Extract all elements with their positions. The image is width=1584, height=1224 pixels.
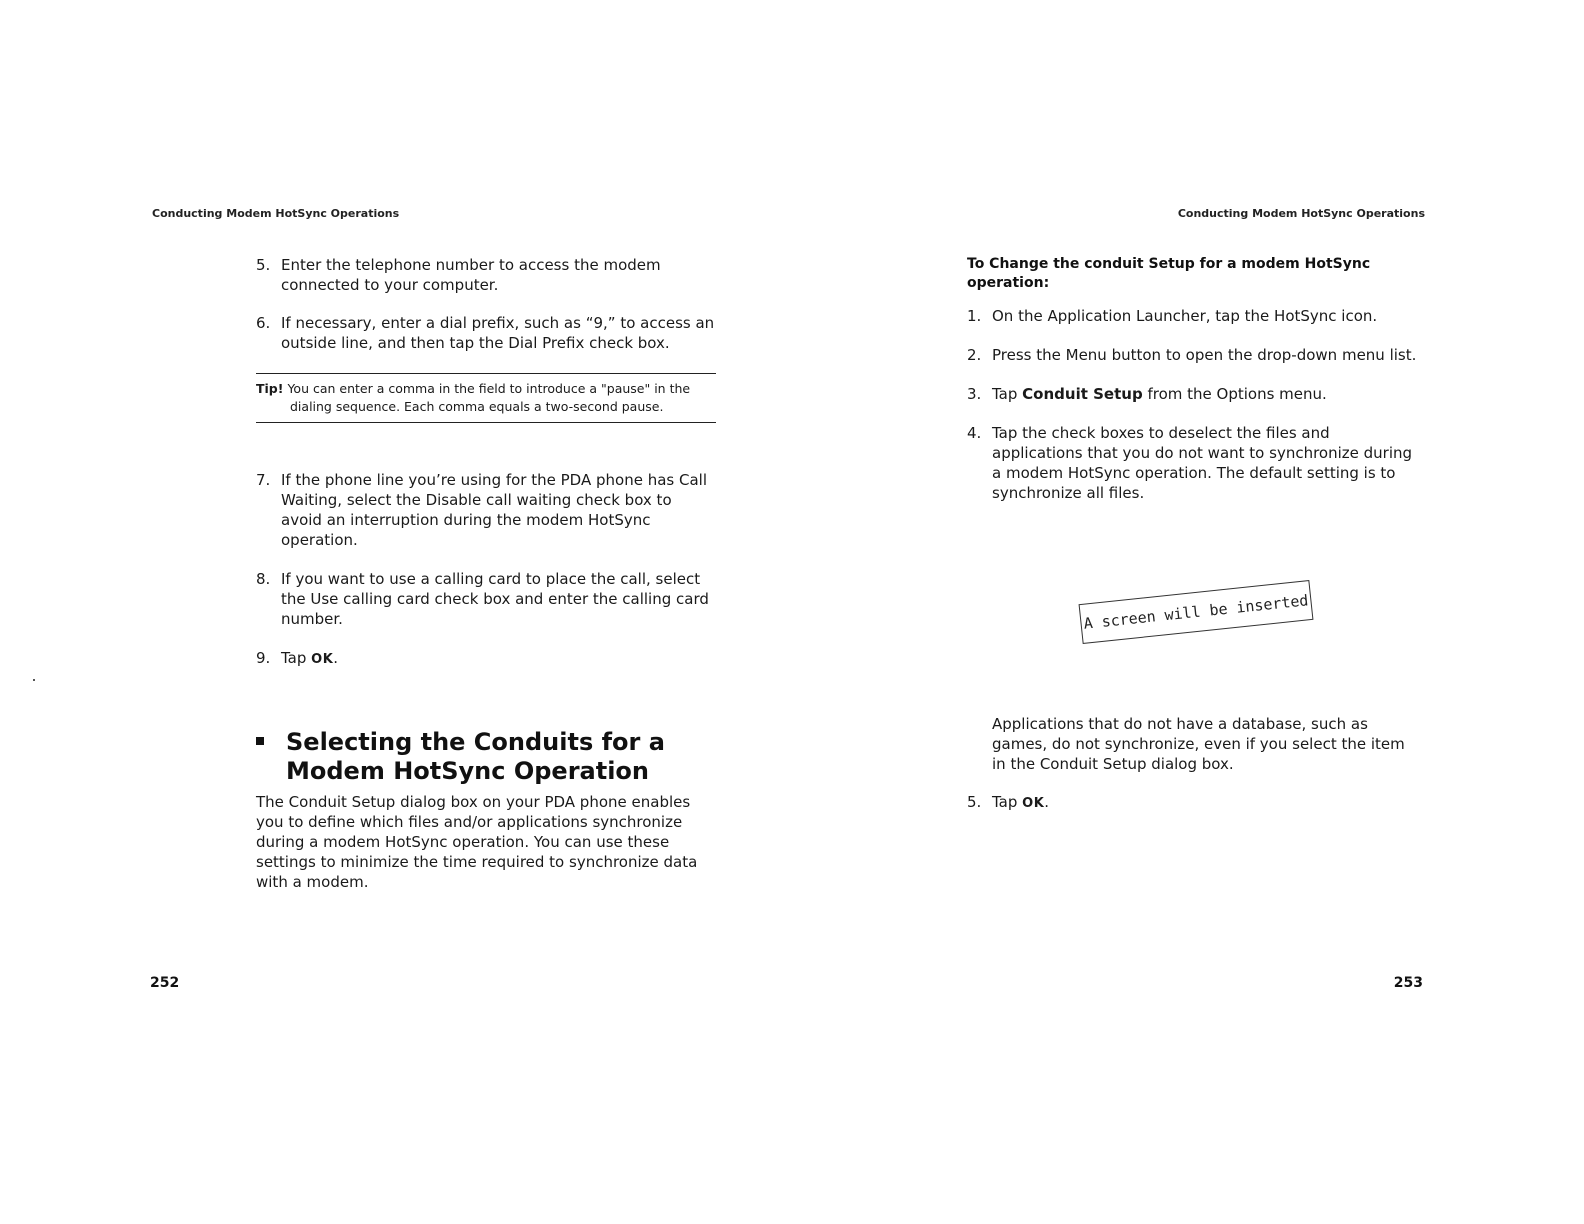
tip-content xyxy=(256,380,716,416)
step-number: 7. xyxy=(256,471,271,489)
step-prefix: Tap xyxy=(281,649,312,667)
step-number: 1. xyxy=(967,307,982,325)
step-suffix: . xyxy=(1044,793,1050,811)
list-item xyxy=(256,313,716,353)
list-item xyxy=(967,792,1422,814)
square-bullet-icon xyxy=(256,737,264,745)
step-list-right-a xyxy=(967,306,1422,522)
running-head-right: Conducting Modem HotSync Operations xyxy=(1177,207,1425,220)
list-item xyxy=(256,648,716,670)
list-item xyxy=(256,470,716,550)
step-bold: OK xyxy=(1022,796,1045,811)
step-prefix: Tap xyxy=(992,793,1023,811)
tip-label: Tip! xyxy=(256,381,284,396)
step-list-right-b xyxy=(967,792,1422,814)
step-text: If the phone line you’re using for the PDA phone has Call Waiting, select the Disable call waiting check box to avoid an interruption during the modem HotSync operation. xyxy=(281,471,707,549)
step-list-left-b xyxy=(256,470,716,689)
step-number: 9. xyxy=(256,649,271,667)
step-number: 3. xyxy=(967,385,982,403)
step-text: Press the Menu button to open the drop-down menu list. xyxy=(992,346,1417,364)
step-suffix: from the Options menu. xyxy=(1142,385,1327,403)
list-item xyxy=(967,423,1422,503)
step-number: 8. xyxy=(256,570,271,588)
tip-text: You can enter a comma in the field to introduce a "pause" in the dialing sequence. Each comma equals a two-second pause. xyxy=(287,381,691,414)
list-item xyxy=(256,569,716,629)
step-number: 5. xyxy=(256,256,271,274)
step-number: 2. xyxy=(967,346,982,364)
step-number: 6. xyxy=(256,314,271,332)
list-item xyxy=(967,345,1422,365)
page-number-left: 252 xyxy=(150,975,180,991)
note-paragraph: Applications that do not have a database, such as games, do not synchronize, even if you select the item in the Conduit Setup dialog box. xyxy=(992,715,1405,773)
step-text: If necessary, enter a dial prefix, such as “9,” to access an outside line, and then tap the Dial Prefix check box. xyxy=(281,314,715,352)
step-prefix: Tap xyxy=(992,385,1023,403)
body-paragraph: The Conduit Setup dialog box on your PDA phone enables you to define which files and/or applications synchronize during a modem HotSync operation. You can use these settings to minimize the time required to synchronize data with a modem. xyxy=(256,793,698,891)
list-item xyxy=(967,384,1422,404)
step-text: Tap the check boxes to deselect the files and applications that you do not want to synchronize during a modem HotSync operation. The default setting is to synchronize all files. xyxy=(992,424,1413,502)
section-heading-text: Selecting the Conduits for a Modem HotSync Operation xyxy=(286,727,665,785)
step-text: On the Application Launcher, tap the HotSync icon. xyxy=(992,307,1378,325)
section-heading xyxy=(256,728,726,786)
step-text: Enter the telephone number to access the modem connected to your computer. xyxy=(281,256,661,294)
step-text: If you want to use a calling card to place the call, select the Use calling card check box and enter the calling card number. xyxy=(281,570,709,628)
page-number-right: 253 xyxy=(1393,975,1423,991)
list-item xyxy=(256,255,716,295)
tip-box xyxy=(256,373,716,423)
screen-placeholder: A screen will be inserted xyxy=(1079,580,1314,644)
step-number: 4. xyxy=(967,424,982,442)
step-number: 5. xyxy=(967,793,982,811)
step-bold: OK xyxy=(311,652,334,667)
procedure-heading: To Change the conduit Setup for a modem HotSync operation: xyxy=(967,256,1371,291)
step-suffix: . xyxy=(333,649,339,667)
running-head-left: Conducting Modem HotSync Operations xyxy=(152,207,400,220)
step-bold: Conduit Setup xyxy=(1022,385,1143,403)
step-list-left-a xyxy=(256,255,716,371)
list-item xyxy=(967,306,1422,326)
scan-speck xyxy=(33,679,35,681)
